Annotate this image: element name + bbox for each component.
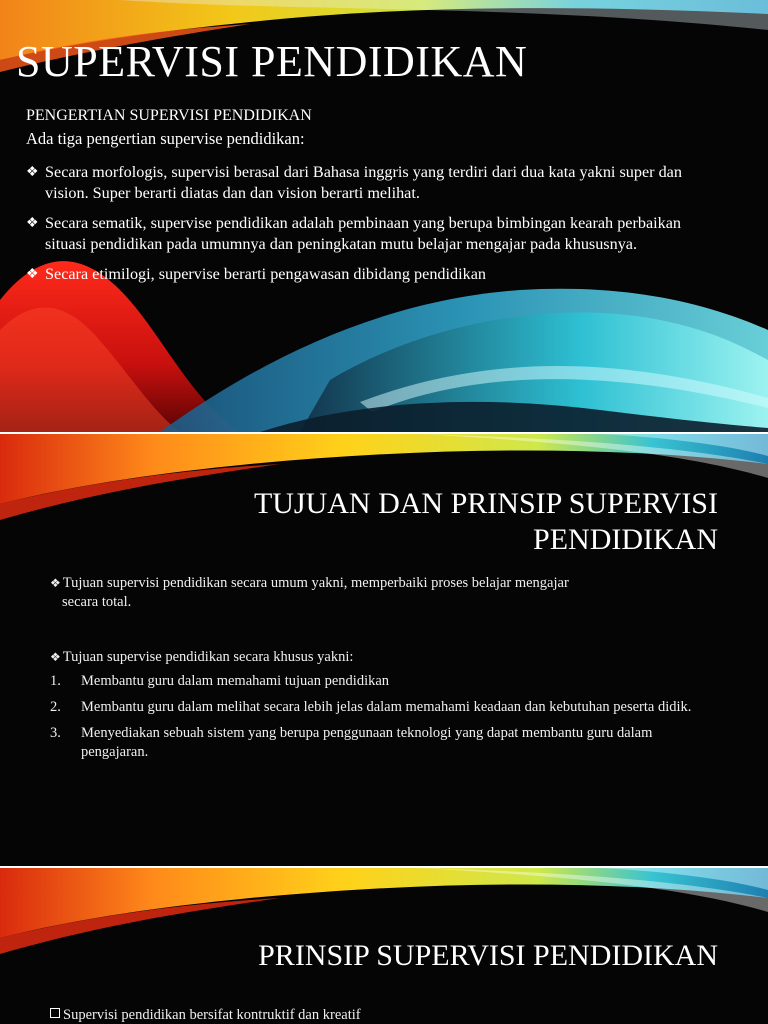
list-item-text: Membantu guru dalam memahami tujuan pendidikan [81, 673, 390, 689]
definition-list [26, 162, 706, 294]
list-item [50, 672, 710, 691]
list-item [50, 724, 710, 762]
specific-goal-heading [50, 648, 710, 667]
paragraph-text: secara total. [62, 594, 132, 610]
list-item-text: Supervisi pendidikan bersifat kontruktif dan kreatif [63, 1007, 361, 1023]
list-number: 2. [50, 699, 61, 715]
square-bullet-icon [50, 1008, 60, 1018]
slide-title: SUPERVISI PENDIDIKAN [16, 37, 528, 86]
diamond-bullet-icon: ❖ [26, 165, 39, 180]
paragraph-text: Tujuan supervise pendidikan secara khusus yakni: [62, 649, 354, 665]
list-item-text: Secara etimilogi, supervise berarti pengawasan dibidang pendidikan [45, 265, 486, 283]
list-number: 3. [50, 725, 61, 741]
paragraph-text: Tujuan supervisi pendidikan secara umum yakni, memperbaiki proses belajar mengajar [62, 575, 569, 591]
list-item [50, 1006, 361, 1024]
list-item-text: Secara morfologis, supervisi berasal dari Bahasa inggris yang terdiri dari dua kata yakni super dan vision. Super berarti diatas dan dan vision berarti melihat. [45, 163, 682, 202]
slide-3 [0, 868, 768, 1024]
list-item-text: Membantu guru dalam melihat secara lebih jelas dalam memahami keadaan dan kebutuhan peserta didik. [81, 699, 692, 715]
list-item [50, 698, 710, 717]
general-goal-paragraph [50, 574, 710, 612]
list-item [26, 162, 706, 204]
list-item [26, 213, 706, 255]
diamond-bullet-icon: ❖ [26, 216, 39, 231]
diamond-bullet-icon: ❖ [50, 576, 61, 590]
slide-title: TUJUAN DAN PRINSIP SUPERVISI PENDIDIKAN [253, 487, 718, 556]
intro-text: Ada tiga pengertian supervise pendidikan: [26, 129, 305, 148]
slide-title: PRINSIP SUPERVISI PENDIDIKAN [258, 939, 718, 972]
list-number: 1. [50, 673, 61, 689]
list-item-text: Menyediakan sebuah sistem yang berupa penggunaan teknologi yang dapat membantu guru dalam pengajaran. [81, 725, 653, 760]
list-item [26, 264, 706, 285]
list-item-text: Secara sematik, supervise pendidikan adalah pembinaan yang berupa bimbingan kearah perbaikan situasi pendidikan pada umumnya dan peningkatan mutu belajar mengajar pada khususnya. [45, 214, 682, 253]
goal-list [50, 672, 710, 769]
section-heading: PENGERTIAN SUPERVISI PENDIDIKAN [26, 107, 312, 124]
slide-2 [0, 434, 768, 866]
diamond-bullet-icon: ❖ [26, 267, 39, 282]
diamond-bullet-icon: ❖ [50, 650, 61, 664]
slide-1 [0, 0, 768, 432]
